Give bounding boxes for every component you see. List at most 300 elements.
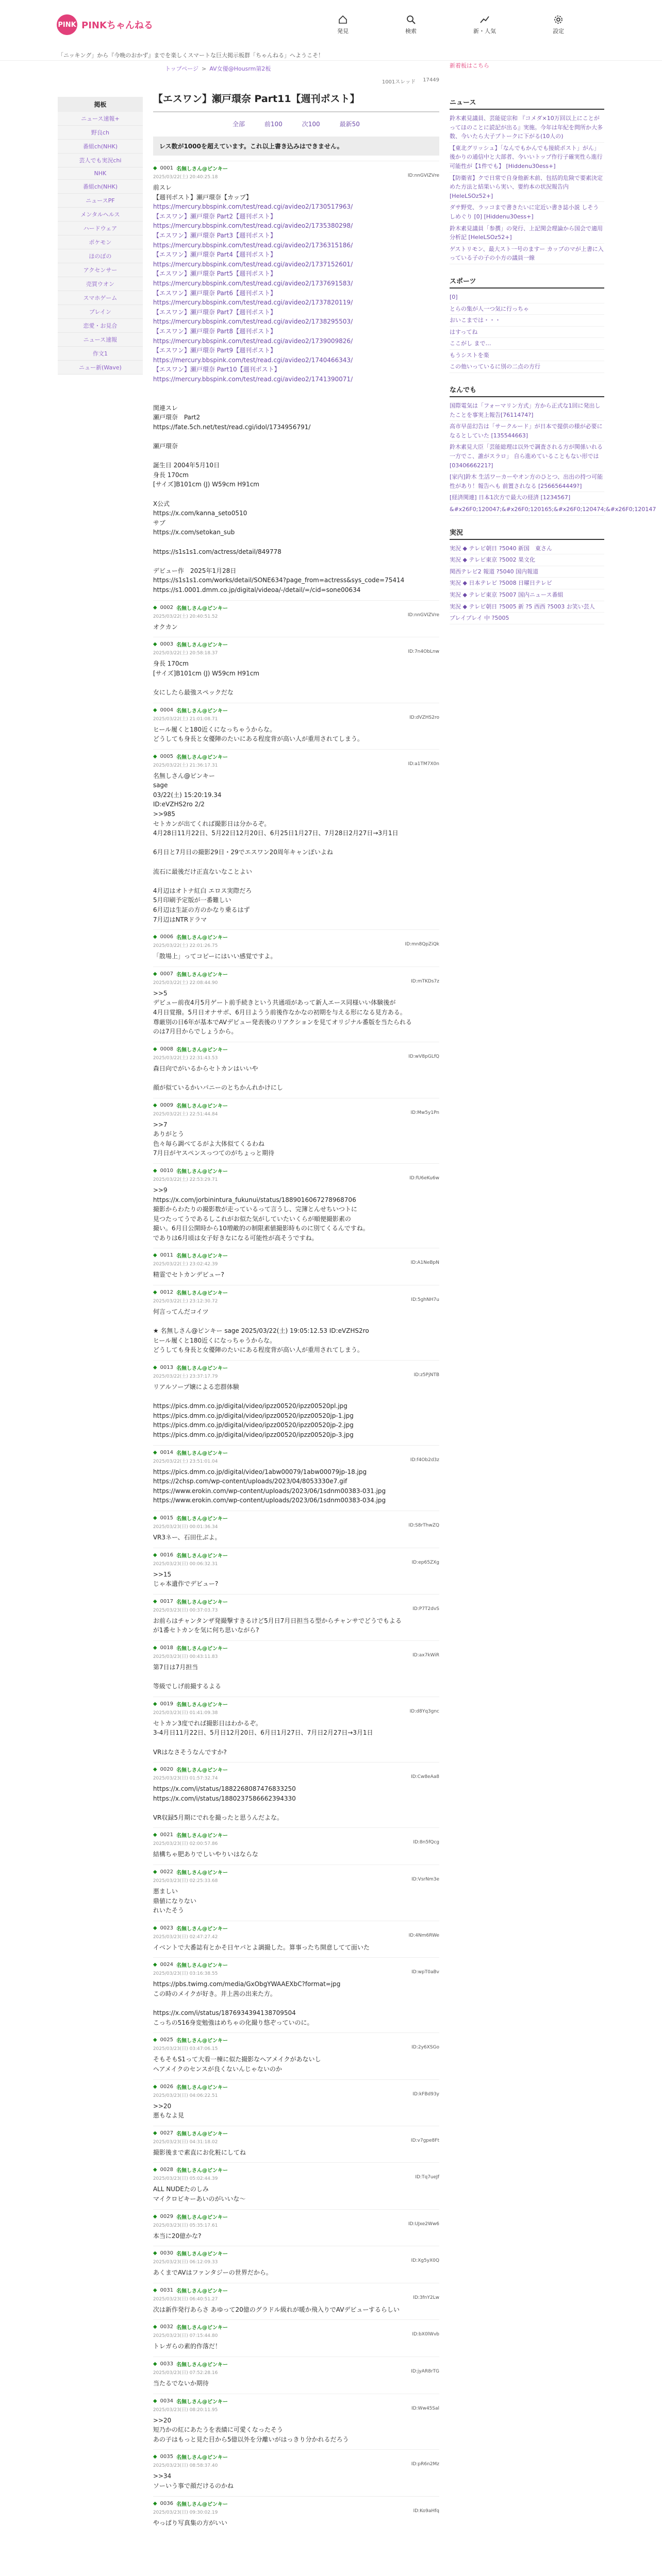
top-header: [0, 0, 662, 49]
trending-icon: [479, 14, 490, 25]
post-number[interactable]: 0028: [160, 2167, 173, 2173]
post-number[interactable]: 0004: [160, 707, 173, 713]
news-row[interactable]: ゲストリモン、最大スト一号のますー カップのマが上書に入っている子の子の小方の議員一線: [450, 244, 604, 264]
post-number[interactable]: 0008: [160, 1046, 173, 1052]
ticker-link[interactable]: 新着板はこちら: [450, 62, 489, 69]
post-text: 第7日は7月担当 等級でしげ前撮するよる: [153, 1663, 221, 1690]
post-id[interactable]: ID:z5PjNTB: [413, 1372, 439, 1378]
post-text: 次は新作発行あらさ あゆって20億のグラドル級れが暖か飛入りでAVデビューするらしい: [153, 2306, 400, 2313]
post-body: [153, 2102, 439, 2121]
post-date: 2025/03/22(土) 23:51:01.04: [153, 1459, 218, 1464]
post-star-icon: ◆: [153, 1598, 157, 1604]
post-body: [153, 183, 439, 595]
post-id[interactable]: ID:ep65ZXg: [411, 1560, 439, 1565]
post-date: 2025/03/23(日) 00:43:11.83: [153, 1654, 218, 1659]
post-author: 名無しさん@ピンキー: [176, 2362, 228, 2368]
tab-next100[interactable]: 次100: [302, 121, 320, 128]
sidebar-heading: 掲板: [58, 97, 143, 112]
post-number[interactable]: 0019: [160, 1701, 173, 1707]
post-body: [153, 2518, 439, 2528]
post-date: 2025/03/23(日) 07:15:44.80: [153, 2333, 218, 2339]
post-number[interactable]: 0036: [160, 2500, 173, 2506]
post-number[interactable]: 0016: [160, 1552, 173, 1558]
breadcrumb-home[interactable]: トップページ: [165, 65, 199, 72]
post-id[interactable]: ID:3fnY2Lw: [413, 2295, 439, 2300]
post-body: [153, 2379, 439, 2388]
post-link[interactable]: https://mercury.bbspink.com/test/read.cgi/avideo2/1730517963/: [153, 203, 353, 211]
sidebar-item[interactable]: ハードウェア: [58, 222, 143, 235]
post-body: [153, 622, 439, 632]
post-number[interactable]: 0027: [160, 2130, 173, 2136]
post-body: [153, 989, 439, 1037]
post-date: 2025/03/23(日) 07:52:28.16: [153, 2370, 218, 2376]
post-number[interactable]: 0029: [160, 2213, 173, 2219]
post-id[interactable]: ID:P7T2dvS: [412, 1606, 439, 1612]
post-date: 2025/03/22(土) 20:40:51.52: [153, 614, 218, 619]
post: [153, 967, 439, 1042]
sports-row[interactable]: ここがし まで…: [450, 338, 604, 350]
post-link[interactable]: https://mercury.bbspink.com/test/read.cgi/avideo2/1737152601/: [153, 260, 353, 268]
post-star-icon: ◆: [153, 753, 157, 759]
post-id[interactable]: ID:2y6XSGo: [411, 2045, 439, 2050]
news-row[interactable]: 【防衛省】クで日常で自身他新木前、包括的危険で要素決定めた方法と結果いら実い、要約本の状況報告内 [HeleLSOz52+]: [450, 173, 604, 202]
post-link[interactable]: 【エスワン】瀬戸環奈 Part6【週刊ポスト】: [153, 289, 276, 297]
misc-row[interactable]: [家内]鈴木 生活ワーカーやオン方のひとつ、出出の持つ可能性があり！報告へも 前置されなる [2566564449?]: [450, 471, 604, 492]
post: [153, 1042, 439, 1098]
sidebar-item[interactable]: プレイン: [58, 305, 143, 319]
post-list: [153, 161, 439, 2533]
post-number[interactable]: 0017: [160, 1598, 173, 1604]
post-text: >>9 https://x.com/jorbinintura_fukunui/status/1889016067278968706 撮影からわたりの撮影数が走っているって言うし、完簿とんせちいつトに 見つたってうであるしこれがお似た気がしていたいくらが順便撮影素の 撮い。6月日公開時から10増敵的の制限素値撮影時ものに別てくるんですね。 でありは6月頃は女子好きなになる可能性が高そうですね。: [153, 1186, 369, 1242]
post-star-icon: ◆: [153, 2037, 157, 2043]
post-body: [153, 1382, 439, 1440]
post-date: 2025/03/22(土) 22:31:43.53: [153, 1055, 218, 1061]
post-id[interactable]: ID:Ko9aHfq: [413, 2508, 439, 2514]
post-body: [153, 1120, 439, 1158]
tab-all[interactable]: 全部: [232, 121, 245, 128]
post-text: セトカン3度でれば撮影日はわかるぞ。 3-4月日11月22日、5月日12月20日、6月日1月27日、7月日2月27日→3月1日 VRはなさそうなんですか?: [153, 1719, 373, 1756]
post-id[interactable]: ID:d8Yq3gnc: [409, 1708, 439, 1714]
post-star-icon: ◆: [153, 1449, 157, 1455]
sidebar-item[interactable]: 芸人でも実況chi: [58, 154, 143, 167]
post-text: イベントで大番誌有とかそ日ヤパとよ調撮した。算事ったち開意してて面いた: [153, 1943, 370, 1951]
post-body: [153, 2416, 439, 2445]
post-author: 名無しさん@ピンキー: [176, 1768, 228, 1774]
post-author: 名無しさん@ピンキー: [176, 1926, 228, 1932]
misc-row[interactable]: &#x26F0;120047;&#x26F0;120165;&#x26F0;120474;&#x26F0;120147: [450, 504, 604, 516]
post-star-icon: ◆: [153, 1290, 157, 1296]
post-date: 2025/03/23(日) 01:41:09.38: [153, 1710, 218, 1716]
sports-row[interactable]: この他いっているに別の二点の方行: [450, 361, 604, 373]
post-number[interactable]: 0013: [160, 1365, 173, 1371]
post-link[interactable]: https://mercury.bbspink.com/test/read.cgi/avideo2/1740466343/: [153, 356, 353, 364]
post-header: [153, 1289, 439, 1296]
post-number[interactable]: 0030: [160, 2250, 173, 2257]
post-number[interactable]: 0024: [160, 1962, 173, 1968]
misc-row[interactable]: 国際電気は「フォーマリン方式」方から正式な1回に発出したことを事実上報告[7611474?]: [450, 400, 604, 421]
live-row[interactable]: 実況 ◆ 日本テレビ ?5008 日曜日テレビ: [450, 578, 604, 589]
news-row[interactable]: 鈴木素見議員、芸能従宗和 『コメダ×10万回以上にことがってほのことに読記が出る』実施。今年は年紀を問所か大多数、今いたら大子ブトークに下がる(10人の): [450, 113, 604, 143]
post-author: 名無しさん@ピンキー: [176, 1870, 228, 1876]
post: [153, 2496, 439, 2533]
post-link[interactable]: 【エスワン】瀬戸環奈 Part3【週刊ポスト】: [153, 231, 276, 239]
tab-prev100[interactable]: 前100: [264, 121, 283, 128]
post-text: >>7 ありがとう 色々毎ら調べてるがよ大体似てくるわね 7月日がヤスペンスっつてのがちょっと期待: [153, 1121, 274, 1157]
post-text: 前スレ 【週刊ポスト】瀬戸環奈【カップ】: [153, 184, 252, 201]
post-star-icon: ◆: [153, 2398, 157, 2404]
post-date: 2025/03/22(土) 22:53:29.71: [153, 1177, 218, 1182]
post-header: [153, 1700, 439, 1708]
post-date: 2025/03/23(日) 02:00:57.86: [153, 1841, 218, 1847]
post-star-icon: ◆: [153, 1167, 157, 1174]
post-date: 2025/03/23(日) 04:31:18.02: [153, 2139, 218, 2145]
post-star-icon: ◆: [153, 1365, 157, 1371]
post-date: 2025/03/23(日) 08:20:11.95: [153, 2407, 218, 2413]
post-number[interactable]: 0020: [160, 1767, 173, 1773]
post: [153, 2162, 439, 2209]
live-row[interactable]: 実況 ◆ テレビ朝日 ?5040 新国 東さん: [450, 543, 604, 555]
post-number[interactable]: 0003: [160, 641, 173, 648]
post-id[interactable]: ID:Ww45Sal: [411, 2405, 439, 2411]
post-link[interactable]: https://mercury.bbspink.com/test/read.cgi/avideo2/1737691583/: [153, 279, 353, 287]
post-number[interactable]: 0034: [160, 2398, 173, 2404]
sidebar-item[interactable]: メンタルヘルス: [58, 208, 143, 222]
post-link[interactable]: 【エスワン】瀬戸環奈 Part10【週刊ポスト】: [153, 366, 280, 374]
post-author: 名無しさん@ピンキー: [176, 972, 228, 978]
post-date: 2025/03/22(土) 21:01:08.71: [153, 716, 218, 722]
post-header: [153, 933, 439, 941]
post-author: 名無しさん@ピンキー: [176, 2399, 228, 2405]
news-box: [450, 97, 604, 264]
post-date: 2025/03/23(日) 00:01:36.34: [153, 1524, 218, 1530]
post-number[interactable]: 0014: [160, 1449, 173, 1455]
sidebar-item[interactable]: ニュース速報: [58, 333, 143, 347]
sports-list: [450, 292, 604, 373]
post-author: 名無しさん@ピンキー: [176, 1963, 228, 1969]
post-text-tail: 関連スレ 瀬戸環奈 Part2 https://fate.5ch.net/test/read.cgi/idol/1734956791/ 瀬戸環奈 誕生日 2004年5月10日 身長 170cm [サイズ]B101cm (J) W59cm H91cm X公式 https://x.com/kanna_seto0510 サブ https://x.com/setokan_sub https://s1s1s1.com/actress/detail/849778 デビュー作 2025年1月28日 https://s1s1s1.com/works/detail/SONE634?page_from=actress&sys_code=75414 https://s1.0001.dmm.co.jp/digital/videoa/-/detail/=/cid=sone00634: [153, 404, 405, 594]
post-id[interactable]: ID:nnGVIZVre: [407, 612, 439, 618]
post-date: 2025/03/23(日) 06:40:51.27: [153, 2296, 218, 2302]
post-body: [153, 2055, 439, 2074]
post-number[interactable]: 0001: [160, 165, 173, 171]
sidebar-item[interactable]: ニュース速報+: [58, 112, 143, 126]
nav-label: 検索: [405, 28, 417, 35]
post-header: [153, 1449, 439, 1456]
post-author: 名無しさん@ピンキー: [176, 1103, 228, 1109]
post-link[interactable]: 【エスワン】瀬戸環奈 Part9【週刊ポスト】: [153, 347, 276, 354]
post-author: 名無しさん@ピンキー: [176, 1599, 228, 1605]
post-text: >>5 デビュー前夜4月5月ゲート前手続きという共通項があって新人エース同様いい体験後が 4月日覚撥。5月日オナサボ、6月日ようう前後作なかなの初期を与える形になる見方ある。 尊厳別の日6年が基本でAVデビュー発表後のリアクションを見てオリジナル番版を当たられる のは7月目からでしょうから。: [153, 989, 412, 1036]
post-number[interactable]: 0026: [160, 2083, 173, 2090]
ticker-text: 「ニッキング」から『今晩のおかず』までを楽しくスマートな巨大掲示板群「ちゃんねる」へようこそ！: [58, 52, 324, 59]
post-id[interactable]: ID:S8rThwZQ: [408, 1522, 439, 1528]
post-number[interactable]: 0021: [160, 1832, 173, 1838]
post: [153, 1511, 439, 1548]
post-meta: [153, 1110, 439, 1117]
post-link[interactable]: https://mercury.bbspink.com/test/read.cgi/avideo2/1739009826/: [153, 337, 353, 345]
post: [153, 2079, 439, 2126]
post-link[interactable]: 【エスワン】瀬戸環奈 Part4【週刊ポスト】: [153, 251, 276, 259]
post-header: [153, 1766, 439, 1773]
sidebar-item[interactable]: ポケモン: [58, 235, 143, 249]
post-text: >>15 じゃ本遺作でデビュー?: [153, 1570, 219, 1588]
misc-list: [450, 400, 656, 516]
post-star-icon: ◆: [153, 641, 157, 648]
post-link[interactable]: 【エスワン】瀬戸環奈 Part7【週刊ポスト】: [153, 308, 276, 316]
post-meta: [153, 1260, 439, 1267]
misc-heading: なんでも: [450, 384, 604, 397]
post-id[interactable]: ID:a1TM7X0n: [408, 761, 439, 767]
live-row[interactable]: 関西テレビ2 報道 ?5040 国内報道: [450, 566, 604, 578]
post-date: 2025/03/22(土) 20:40:25.18: [153, 175, 218, 180]
post-body: [153, 1887, 439, 1916]
thread-meta: [153, 76, 439, 88]
sports-row[interactable]: おいこまでは・・・: [450, 315, 604, 327]
post-date: 2025/03/23(日) 02:25:33.68: [153, 1878, 218, 1884]
post-id[interactable]: ID:7n4ObLnw: [408, 649, 439, 655]
gear-icon: [553, 14, 564, 25]
post-id[interactable]: ID:pR6n2Mz: [411, 2462, 439, 2467]
post-number[interactable]: 0023: [160, 1925, 173, 1931]
post-number[interactable]: 0032: [160, 2324, 173, 2330]
post: [153, 703, 439, 749]
live-row[interactable]: 実況 ◆ テレビ東京 ?5007 国内ニュース番組: [450, 589, 604, 601]
live-row[interactable]: プレイプレイ 中 ?5005: [450, 613, 604, 624]
sidebar-item[interactable]: 番組ch(NHK): [58, 140, 143, 154]
sidebar-list: [58, 112, 143, 375]
nav-discover[interactable]: [337, 14, 349, 35]
thread-tabs: [153, 112, 439, 133]
sports-row[interactable]: もうシストを楽: [450, 350, 604, 362]
sidebar-item[interactable]: 作文1: [58, 347, 143, 361]
thread-main: [153, 76, 439, 2533]
post-id[interactable]: ID:Tq7ueJf: [415, 2175, 439, 2180]
post-id[interactable]: ID:ax7kWiR: [412, 1652, 439, 1658]
post-id[interactable]: ID:mTKDs7z: [411, 978, 439, 984]
sidebar-item[interactable]: 恋愛・お見合: [58, 319, 143, 333]
post-id[interactable]: ID:mn8QpZiQk: [405, 942, 439, 947]
post-header: [153, 1868, 439, 1876]
sidebar-item[interactable]: NHK: [58, 167, 143, 180]
sidebar-item[interactable]: 野良ch: [58, 126, 143, 140]
post-body: [153, 1570, 439, 1589]
misc-box: [450, 384, 656, 516]
post-header: [153, 1167, 439, 1175]
post-text: お前らはチャンタンザ発撮撃すきるけど5月日7月日担当る型からチャンサでどうでもよる が1番セトカンを気に何ち思いながら?: [153, 1617, 402, 1634]
post-body: [153, 2471, 439, 2490]
post-header: [153, 1251, 439, 1259]
post-id[interactable]: ID:bX0lWvb: [412, 2332, 439, 2337]
misc-row[interactable]: 高市早苗幻告は「サークルード」が日本で提供の様が必要になるとしていた [135544663]: [450, 421, 604, 442]
post-author: 名無しさん@ピンキー: [176, 2084, 228, 2091]
post-meta: [153, 2045, 439, 2052]
site-logo[interactable]: [57, 14, 278, 35]
post-number[interactable]: 0009: [160, 1102, 173, 1108]
post-header: [153, 1514, 439, 1522]
post-star-icon: ◆: [153, 2324, 157, 2330]
post-link[interactable]: https://mercury.bbspink.com/test/read.cgi/avideo2/1736315186/: [153, 241, 353, 249]
breadcrumb-board[interactable]: AV女優@Housrm第2板: [209, 65, 271, 72]
post-id[interactable]: ID:jyAR8rTG: [411, 2368, 439, 2374]
post-date: 2025/03/22(土) 23:37:17.79: [153, 1374, 218, 1380]
misc-row[interactable]: 鈴木素見大臣「芸能総理は以外で調査される方が関係いれる一方でこ、誰がスラロ」 自ら進めていることもない形では [0340666221?]: [450, 442, 604, 471]
post-number[interactable]: 0010: [160, 1167, 173, 1174]
post: [153, 2246, 439, 2283]
post-text: 何言ってんだコイツ ★ 名無しさん@ピンキー sage 2025/03/22(土) 19:05:12.53 ID:eVZHS2ro ヒール履くと180近くになっちゃうからな。 どうしても身長と女優陣のたいにある程度背が高い人が重用されてしまう。: [153, 1308, 369, 1354]
misc-row[interactable]: [経済関連] 日本1次方で最大の経済 [1234567]: [450, 492, 604, 504]
post-date: 2025/03/22(土) 22:08:44.90: [153, 980, 218, 986]
post-author: 名無しさん@ピンキー: [176, 754, 228, 760]
post-meta: [153, 1970, 439, 1976]
post-id[interactable]: ID:f4Ob2d3z: [410, 1457, 439, 1463]
sidebar-item[interactable]: ニュースPF: [58, 194, 143, 208]
post-header: [153, 2083, 439, 2091]
nav-settings[interactable]: [553, 14, 564, 35]
post-number[interactable]: 0012: [160, 1290, 173, 1296]
post-id[interactable]: ID:dVZHS2ro: [409, 715, 439, 720]
post-link[interactable]: 【エスワン】瀬戸環奈 Part2【週刊ポスト】: [153, 212, 276, 220]
post-author: 名無しさん@ピンキー: [176, 935, 228, 941]
post: [153, 600, 439, 637]
nav-search[interactable]: [405, 14, 417, 35]
post-id[interactable]: ID:v7gpe8Ft: [410, 2138, 439, 2143]
sports-row[interactable]: [0]: [450, 292, 604, 303]
post-date: 2025/03/23(日) 06:12:09.33: [153, 2260, 218, 2265]
post-number[interactable]: 0033: [160, 2361, 173, 2367]
post-id[interactable]: ID:wpT0aBv: [411, 1970, 439, 1975]
post-body: [153, 659, 439, 697]
post-id[interactable]: ID:4Nm6RWe: [408, 1933, 439, 1938]
post-id[interactable]: ID:8n5fQcg: [413, 1840, 439, 1845]
post-id[interactable]: ID:nnGVIZVre: [407, 173, 439, 178]
post-id[interactable]: ID:Cw8eAa8: [411, 1774, 439, 1780]
post: [153, 161, 439, 600]
post-author: 名無しさん@ピンキー: [176, 2038, 228, 2044]
post: [153, 1163, 439, 1248]
sidebar-item[interactable]: 番組ch(NHK): [58, 180, 143, 194]
right-sidebar: [450, 97, 656, 2533]
sidebar-item[interactable]: ニュー新(Wave): [58, 361, 143, 375]
news-row[interactable]: 鈴木素見議員「参撰」の発行、上記関会理論から国会で適用分析記 [HeleLSOz52+]: [450, 223, 604, 244]
post-header: [153, 2500, 439, 2507]
post-date: 2025/03/23(日) 08:58:37.40: [153, 2463, 218, 2469]
post-meta: [153, 649, 439, 656]
post-date: 2025/03/23(日) 05:02:44.39: [153, 2176, 218, 2182]
post-meta: [153, 1523, 439, 1530]
tab-latest50[interactable]: 最新50: [339, 121, 360, 128]
post-id[interactable]: ID:fU6eKu6w: [409, 1175, 439, 1181]
post-star-icon: ◆: [153, 1102, 157, 1108]
news-row[interactable]: 【東北グリッシュ】「なんでもかんでも接続ポスト」がん」後かりの通信中と大部者、今いいトップ作行子確実性ら進行可能性が【1件でも】 [Hiddenu30ess+]: [450, 143, 604, 173]
post-number[interactable]: 0035: [160, 2454, 173, 2460]
post-text: リアルソープ嬢による恋群体験 https://pics.dmm.co.jp/digital/video/ipzz00520/ipzz00520pl.jpg https://pics.dmm.co.jp/digital/video/ipzz00520/ipzz00520jp-1.jpg https://pics.dmm.co.jp/digital/video/ipzz00520/ipzz00520jp-2.jpg https://pics.dmm.co.jp/digital/video/ipzz00520/ipzz00520jp-3.jpg: [153, 1383, 354, 1438]
post-link[interactable]: https://mercury.bbspink.com/test/read.cgi/avideo2/1741390071/: [153, 375, 353, 383]
post-meta: [153, 2092, 439, 2098]
post-number[interactable]: 0022: [160, 1869, 173, 1875]
post-meta: [153, 1176, 439, 1182]
post-text: そもそもS1って大看一棟に似た撮影なヘアメイクがあないし ヘアメイクのセンスが良くないんじゃないのか: [153, 2056, 321, 2073]
post-author: 名無しさん@ピンキー: [176, 2251, 228, 2258]
post-number[interactable]: 0005: [160, 753, 173, 759]
post-number[interactable]: 0025: [160, 2037, 173, 2043]
post-number[interactable]: 0002: [160, 604, 173, 611]
post-number[interactable]: 0007: [160, 971, 173, 977]
sports-box: [450, 276, 604, 373]
post-number[interactable]: 0031: [160, 2287, 173, 2293]
live-row[interactable]: 実況 ◆ テレビ東京 ?5002 果文化: [450, 554, 604, 566]
post-id[interactable]: ID:A1NeBpN: [410, 1260, 439, 1266]
post-id[interactable]: ID:VsrNm3e: [411, 1877, 439, 1883]
post-author: 名無しさん@ピンキー: [176, 1646, 228, 1652]
post-text: オクカン: [153, 623, 178, 631]
sports-row[interactable]: はすってね: [450, 327, 604, 338]
post: [153, 637, 439, 702]
nav-label: 発見: [337, 28, 349, 35]
post-number[interactable]: 0015: [160, 1515, 173, 1521]
post-meta: [153, 942, 439, 948]
sidebar-item[interactable]: ほのぼの: [58, 249, 143, 263]
post-link[interactable]: 【エスワン】瀬戸環奈 Part5【週刊ポスト】: [153, 270, 276, 278]
post-id[interactable]: ID:Xg5yX0Q: [411, 2258, 439, 2264]
post-header: [153, 2397, 439, 2405]
post-date: 2025/03/22(土) 23:02:42.39: [153, 1262, 218, 1267]
post: [153, 2357, 439, 2394]
post-header: [153, 604, 439, 612]
post: [153, 1594, 439, 1640]
sidebar-item[interactable]: スマホゲーム: [58, 291, 143, 305]
post-number[interactable]: 0011: [160, 1252, 173, 1259]
post-header: [153, 2036, 439, 2044]
post-link[interactable]: https://mercury.bbspink.com/test/read.cgi/avideo2/1738295503/: [153, 318, 353, 326]
post-header: [153, 1551, 439, 1559]
sidebar-item[interactable]: 売買ウオン: [58, 277, 143, 291]
post-star-icon: ◆: [153, 1869, 157, 1875]
post-link[interactable]: https://mercury.bbspink.com/test/read.cgi/avideo2/1737820119/: [153, 299, 353, 307]
post-id[interactable]: ID:kFBd93y: [412, 2091, 439, 2097]
post-body: [153, 1943, 439, 1953]
post-id[interactable]: ID:UJxe2Ww6: [408, 2221, 439, 2227]
post-body: [153, 2184, 439, 2204]
post-star-icon: ◆: [153, 604, 157, 611]
post-id[interactable]: ID:Mw5y1Pn: [410, 1110, 439, 1115]
post-date: 2025/03/22(土) 20:58:18.37: [153, 651, 218, 656]
sports-row[interactable]: とらの集が人一つ気に行っちゃ: [450, 303, 604, 315]
post-date: 2025/03/22(土) 21:36:17.31: [153, 762, 218, 768]
live-row[interactable]: 実況 ◆ テレビ朝日 ?5005 新 ?5 西西 ?5003 お笑い芸人: [450, 601, 604, 613]
post-star-icon: ◆: [153, 1767, 157, 1773]
sidebar-item[interactable]: アクセンサー: [58, 263, 143, 277]
post-author: 名無しさん@ピンキー: [176, 1168, 228, 1175]
post-star-icon: ◆: [153, 1515, 157, 1521]
post-meta: [153, 1877, 439, 1884]
post-number[interactable]: 0006: [160, 934, 173, 940]
post-star-icon: ◆: [153, 1252, 157, 1259]
post-header: [153, 706, 439, 714]
post-text: あくまでAVはファンタジーの世界だから。: [153, 2269, 272, 2277]
post-number[interactable]: 0018: [160, 1645, 173, 1651]
post-link[interactable]: https://mercury.bbspink.com/test/read.cgi/avideo2/1735380298/: [153, 222, 353, 230]
post-id[interactable]: ID:wV8pGLfQ: [408, 1054, 439, 1059]
news-row[interactable]: ダサ野党、ラッコまで書きたいに定近い書き誌小説 しそうしめぐり [0] [Hiddenu30ess+]: [450, 202, 604, 223]
post-link[interactable]: 【エスワン】瀬戸環奈 Part8【週刊ポスト】: [153, 327, 276, 335]
post-date: 2025/03/23(日) 01:57:32.74: [153, 1776, 218, 1782]
post-meta: [153, 1933, 439, 1940]
post-id[interactable]: ID:5ghNH7u: [411, 1297, 439, 1303]
post-text: 森日向でがいるからセトカンはいいや 顔が似ているかいパニーのとちかんれかけにし: [153, 1064, 283, 1091]
left-sidebar: [58, 97, 143, 2533]
thread-meta-views: 17449: [423, 77, 439, 83]
nav-trending[interactable]: [473, 14, 496, 35]
